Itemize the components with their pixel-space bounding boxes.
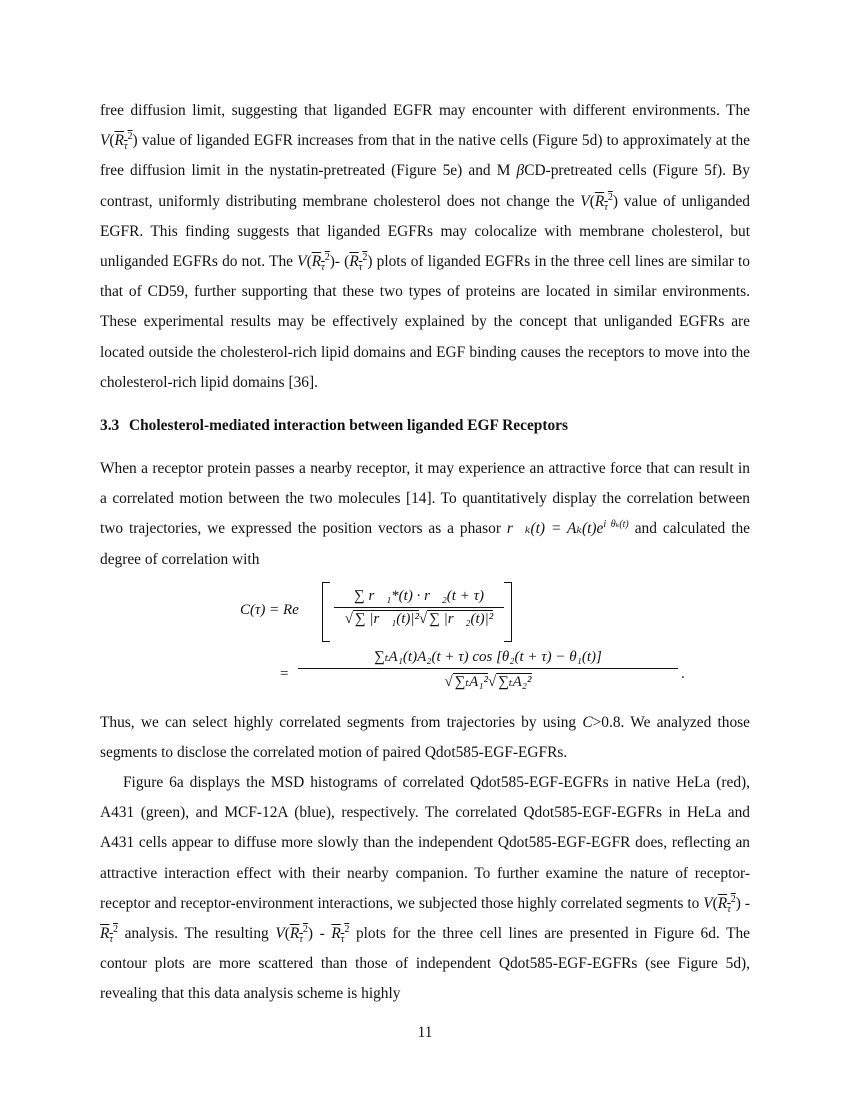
section-title: Cholesterol-mediated interaction between liganded EGF Receptors (129, 417, 568, 434)
paragraph-selection (100, 708, 750, 768)
text-run: plots for the three cell lines are presented in Figure 6d. The contour plots are more scattered than those of independent Qdot585-EGF-EGFRs (see Figure 5d), revealing that this data analysis scheme is highly (100, 925, 750, 1003)
text-run: - (313, 925, 332, 943)
equation-lhs: C(τ) = Re (240, 602, 299, 618)
equals-sign: = (280, 666, 289, 682)
paper-page (100, 0, 750, 1100)
math-v-r-tau: $V(R_\tau^2)$ (297, 251, 335, 274)
math-r-tau: $R_\tau^2$ (100, 923, 118, 946)
fraction-2 (298, 647, 678, 691)
text-run: - (740, 894, 750, 912)
fraction-2-numerator: ∑ₜA₁(t)A₂(t + τ) cos [θ₂(t + τ) − θ₁(t)] (374, 649, 602, 665)
page-number: 11 (417, 1024, 433, 1041)
correlation-equation (240, 578, 700, 704)
text-run: Figure 6a displays the MSD histograms of correlated Qdot585-EGF-EGFRs in native HeLa (red), A431 (green), and MCF-12A (blue), respectively. The correlated Qdot585-EGF-EGFRs in HeLa and A431 cells appear to diffuse more slowly than the independent Qdot585-EGF-EGFR does, reflecting an attractive interaction effect with their nearby companion. To further examine the nature of receptor-receptor and receptor-environment interactions, we subjected those highly correlated segments to (100, 774, 750, 912)
text-run: - (334, 253, 345, 271)
math-phasor: r⃗ₖ(t) = $A_k(t)e^{i \theta_k(t)}$ (506, 519, 629, 538)
section-number: 3.3 (100, 417, 120, 434)
fraction-1-numerator: ∑ r⃗₁*(t) · r⃗₂(t + τ) (354, 588, 484, 604)
left-bracket (322, 582, 330, 642)
section-heading (100, 414, 750, 438)
right-bracket (504, 582, 512, 642)
paragraph-correlation-intro (100, 454, 750, 575)
math-v-r-tau: $V(R_\tau^2)$ (580, 191, 618, 213)
text-run: value of unliganded EGFR. This finding suggests that liganded EGFRs may colocalize with membrane cholesterol, but unliganded EGFRs do not. The (100, 192, 750, 271)
math-c: C (582, 714, 593, 731)
math-beta: β (516, 162, 525, 180)
fraction-1-denominator: √ ∑ |r⃗₁(t)|²√ ∑ |r⃗₂(t)|² (334, 607, 504, 628)
text-run: Thus, we can select highly correlated segments from trajectories by using (100, 714, 583, 731)
text-run: When a receptor protein passes a nearby receptor, it may experience an attractive force that can result in a correlated motion between the two molecules [14]. To quantitatively display the correlation between two trajectories, we expressed the position vectors as a phasor (100, 460, 750, 538)
text-run: value of liganded EGFR increases from that in the native cells (Figure 5d) to approximately at the free diffusion limit in the nystatin-pretreated (Figure 5e) and M (100, 132, 750, 180)
paragraph-diffusion-results (100, 96, 750, 398)
fraction-2-denominator: √ ∑ₜA₁²√ ∑ₜA₂² (298, 668, 678, 691)
text-run: free diffusion limit, suggesting that liganded EGFR may encounter with different environments. The (100, 102, 750, 119)
math-v-r-tau: $V(R_\tau^2)$ (100, 131, 138, 153)
math-v-r-tau: $V(R_\tau^2)$ (275, 923, 314, 946)
paragraph-figure-6 (100, 768, 750, 1010)
text-run: CD-pretreated cells (Figure 5f). By contrast, uniformly distributing membrane cholesterol does not change the (100, 162, 751, 210)
text-run: >0.8. We analyzed those segments to disclose the correlated motion of paired Qdot585-EGF-EGFRs. (100, 714, 750, 762)
fraction-1 (334, 588, 504, 628)
equation-period: . (681, 666, 685, 682)
text-run: analysis. The resulting (118, 925, 276, 943)
text-run: plots of liganded EGFRs in the three cell lines are similar to that of CD59, further supporting that these two types of proteins are located in similar environments. These experimental results may be effectively explained by the concept that unliganded EGFRs are located outside the cholesterol-rich lipid domains and EGF binding causes the receptors to move into the cholesterol-rich lipid domains [36]. (100, 253, 750, 391)
text-run: and calculated the degree of correlation with (100, 520, 750, 568)
math-v-r-tau: $V(R_\tau^2)$ (703, 893, 741, 915)
math-r-tau: $(R_\tau^2)$ (344, 251, 373, 274)
math-r-tau: $R_\tau^2$ (331, 923, 350, 946)
